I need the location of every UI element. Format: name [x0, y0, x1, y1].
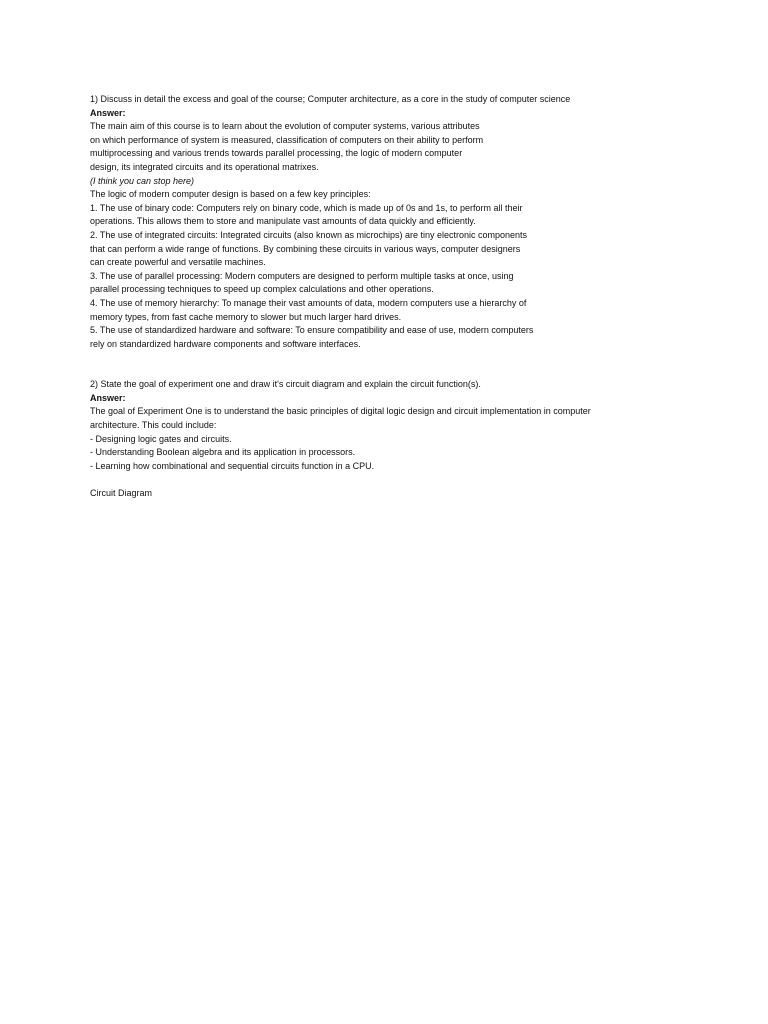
principle-line: rely on standardized hardware components and software interfaces.	[90, 338, 361, 349]
principle-line: 3. The use of parallel processing: Modern computers are designed to perform multiple tasks at once, using	[90, 270, 514, 281]
question-1: 1) Discuss in detail the excess and goal of the course; Computer architecture, as a core in the study of computer science	[90, 94, 571, 104]
principle-line: that can perform a wide range of functions. By combining these circuits in various ways, computer designers	[90, 243, 521, 254]
answer-2-line: architecture. This could include:	[90, 420, 217, 431]
author-note: (I think you can stop here)	[90, 175, 195, 186]
principle-line: 1. The use of binary code: Computers rely on binary code, which is made up of 0s and 1s, to perform all their	[90, 202, 523, 213]
principle-line: 4. The use of memory hierarchy: To manage their vast amounts of data, modern computers use a hierarchy of	[90, 297, 527, 308]
answer-label-2: Answer:	[90, 392, 126, 403]
answer-1-line: design, its integrated circuits and its operational matrixes.	[90, 161, 319, 172]
answer-label-1: Answer:	[90, 107, 126, 118]
principle-line: operations. This allows them to store and manipulate vast amounts of data quickly and efficiently.	[90, 216, 476, 227]
question-2: 2) State the goal of experiment one and draw it's circuit diagram and explain the circuit function(s).	[90, 379, 481, 390]
answer-2-list-item: - Understanding Boolean algebra and its application in processors.	[90, 447, 356, 458]
document-page	[90, 93, 750, 501]
answer-2-line: The goal of Experiment One is to understand the basic principles of digital logic design and circuit implementation in computer	[90, 406, 591, 417]
section-spacer	[90, 351, 750, 378]
principle-line: parallel processing techniques to speed up complex calculations and other operations.	[90, 284, 434, 295]
section-spacer	[90, 473, 750, 487]
answer-1-line: The main aim of this course is to learn about the evolution of computer systems, various attributes	[90, 121, 480, 132]
answer-1-line: multiprocessing and various trends towards parallel processing, the logic of modern computer	[90, 148, 463, 159]
principle-line: 2. The use of integrated circuits: Integrated circuits (also known as microchips) are tiny electronic components	[90, 229, 528, 240]
principles-intro: The logic of modern computer design is based on a few key principles:	[90, 189, 371, 200]
principle-line: can create powerful and versatile machines.	[90, 257, 266, 268]
answer-1-line: on which performance of system is measured, classification of computers on their ability to perform	[90, 134, 484, 145]
principle-line: 5. The use of standardized hardware and software: To ensure compatibility and ease of use, modern computers	[90, 325, 534, 336]
answer-2-list-item: - Designing logic gates and circuits.	[90, 433, 232, 444]
principle-line: memory types, from fast cache memory to slower but much larger hard drives.	[90, 311, 402, 322]
answer-2-list-item: - Learning how combinational and sequential circuits function in a CPU.	[90, 460, 375, 471]
circuit-diagram-heading: Circuit Diagram	[90, 488, 153, 499]
